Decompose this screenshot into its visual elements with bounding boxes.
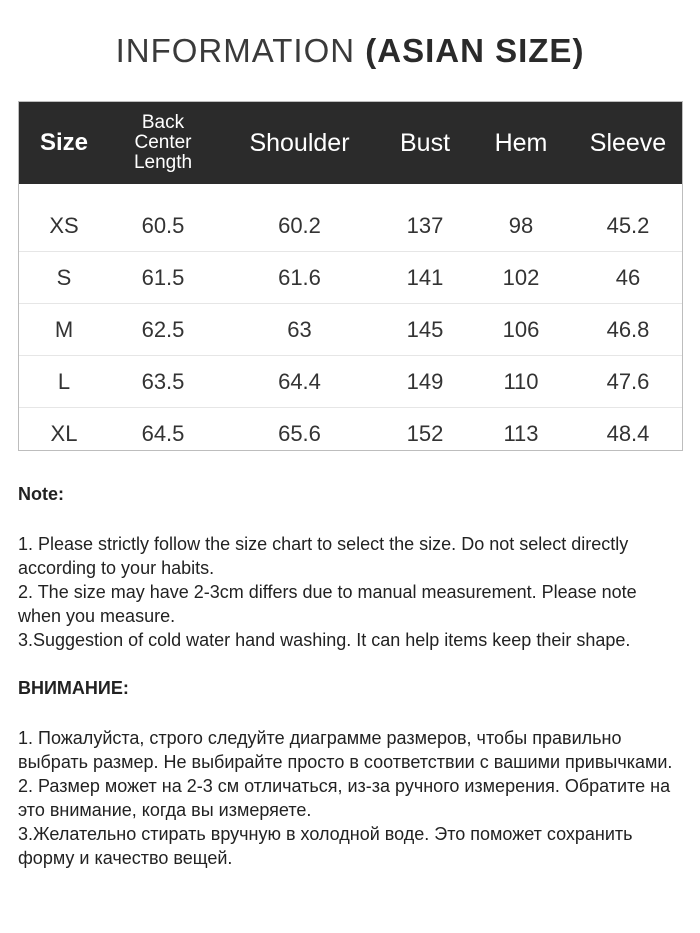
note-heading: Note:	[18, 484, 64, 504]
table-row	[19, 356, 682, 408]
cell-sleeve: 45.2	[606, 212, 650, 238]
note-item: 3.Suggestion of cold water hand washing. It can help items keep their shape.	[18, 630, 631, 650]
cell-shoulder: 65.6	[278, 420, 321, 446]
cell-bust: 141	[406, 264, 444, 290]
cell-bust: 152	[406, 420, 444, 446]
header-sleeve: Sleeve	[589, 128, 667, 157]
cell-bust: 145	[406, 316, 444, 342]
spacer	[18, 652, 683, 676]
note-item-russian: 2. Размер может на 2-3 см отличаться, из-за ручного измерения. Обратите на это внимание, когда вы измеряете.	[18, 776, 671, 820]
cell-hem: 106	[502, 316, 540, 342]
table-row	[19, 408, 682, 459]
header-back-center-length: Back Center Length	[133, 112, 193, 173]
header-hem: Hem	[494, 128, 548, 157]
cell-sleeve: 46.8	[606, 316, 650, 342]
cell-shoulder: 64.4	[278, 368, 321, 394]
cell-back-center-length: 64.5	[141, 420, 185, 446]
cell-size: L	[57, 368, 71, 394]
cell-hem: 98	[508, 212, 534, 238]
page-title	[0, 32, 700, 70]
cell-shoulder: 60.2	[278, 212, 321, 238]
table-row	[19, 252, 682, 304]
cell-hem: 110	[503, 368, 539, 394]
header-size: Size	[39, 129, 89, 156]
header-shoulder: Shoulder	[249, 128, 350, 157]
notes-section	[18, 482, 683, 870]
cell-bust: 149	[406, 368, 444, 394]
cell-sleeve: 47.6	[606, 368, 650, 394]
note-item: 1. Please strictly follow the size chart to select the size. Do not select directly according to your habits.	[18, 534, 629, 578]
table-body	[19, 184, 682, 459]
table-header	[19, 102, 682, 184]
cell-hem: 113	[503, 420, 539, 446]
note-item: 2. The size may have 2-3cm differs due to manual measurement. Please note when you measure.	[18, 582, 637, 626]
cell-back-center-length: 63.5	[141, 368, 185, 394]
cell-size: XS	[49, 212, 79, 238]
cell-shoulder: 63	[287, 316, 312, 342]
size-table	[18, 101, 683, 451]
cell-bust: 137	[406, 212, 444, 238]
table-row	[19, 200, 682, 252]
cell-back-center-length: 60.5	[141, 212, 185, 238]
cell-back-center-length: 62.5	[141, 316, 185, 342]
table-row	[19, 304, 682, 356]
cell-size: S	[56, 264, 72, 290]
cell-size: M	[54, 316, 74, 342]
cell-hem: 102	[502, 264, 540, 290]
cell-sleeve: 48.4	[606, 420, 650, 446]
cell-size: XL	[50, 420, 78, 446]
cell-back-center-length: 61.5	[141, 264, 185, 290]
cell-sleeve: 46	[615, 264, 641, 290]
title-main: INFORMATION	[115, 32, 366, 69]
cell-shoulder: 61.6	[278, 264, 321, 290]
header-bust: Bust	[399, 128, 451, 157]
title-asian-size: (ASIAN SIZE)	[365, 32, 585, 69]
note-item-russian: 1. Пожалуйста, строго следуйте диаграмме размеров, чтобы правильно выбрать размер. Не выбирайте просто в соответствии с вашими привычками.	[18, 728, 673, 772]
note-item-russian: 3.Желательно стирать вручную в холодной воде. Это поможет сохранить форму и качество вещей.	[18, 824, 633, 868]
note-heading-russian: ВНИМАНИЕ:	[18, 678, 129, 698]
